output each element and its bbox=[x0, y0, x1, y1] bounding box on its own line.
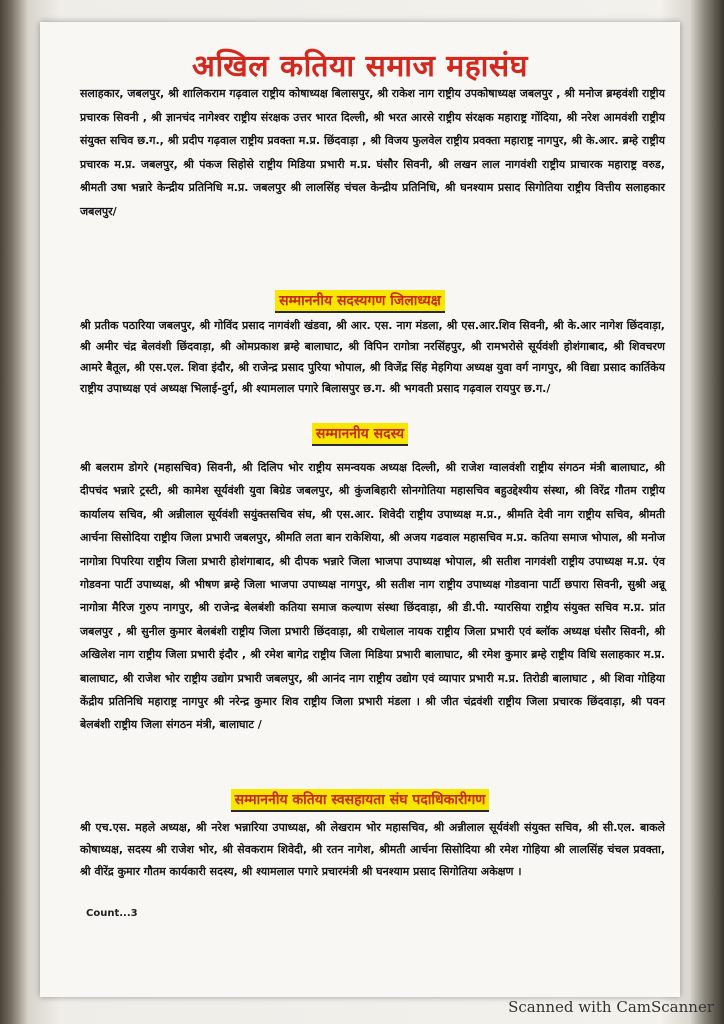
section-heading-members bbox=[40, 423, 680, 446]
scanner-watermark: Scanned with CamScanner bbox=[508, 998, 714, 1016]
document-sheet bbox=[40, 22, 680, 997]
members-paragraph: श्री बलराम डोगरे (महासचिव) सिवनी, श्री दिलिप भोर राष्ट्रीय समन्वयक अध्यक्ष दिल्ली, श्री राजेश ग्वालवंशी राष्ट्रीय संगठन मंत्री बालाघाट, श्री दीपचंद भन्नारे ट्रस्टी, श्री कामेश सूर्यवंशी युवा बिग्रेड जबलपुर, श्री कुंजबिहारी सोनगोतिया महासचिव बहुउद्देश्यीय संस्था, श्री विरेंद्र गौतम राष्ट्रीय कार्यालय सचिव, श्री अन्नीलाल सूर्यवंशी सयुंक्तसचिव संघ, श्री एस.आर. शिवेदी राष्ट्रीय उपाध्यक्ष म.प्र., श्रीमति देवी नाग राष्ट्रीय सचिव, श्रीमती आर्चना सिसोदिया राष्ट्रीय जिला प्रभारी जबलपुर, श्रीमति लता बान राकेशिया, श्री अजय गढवाल महासचिव म.प्र. कतिया समाज भोपाल, श्री मनोज नागोत्रा पिपरिया राष्ट्रीय जिला प्रभारी होशंगाबाद, श्री दीपक भन्नारे जिला भाजपा उपाध्यक्ष भोपाल, श्री सतीश नागवंशी राष्ट्रीय उपाध्यक्ष म.प्र. एंव गोडवना पार्टी उपाध्यक्ष, श्री भीषण ब्रम्हे जिला भाजपा उपाध्यक्ष नागपुर, श्री सतीश नाग राष्ट्रीय उपाध्यक्ष गोडवाना पार्टी छपारा सिवनी, सुश्री अन्नू नागोत्रा मैरिज गुरुप नागपुर, श्री राजेन्द्र बेलबंशी कतिया समाज कल्याण संस्था छिंदवाड़ा, श्री डी.पी. ग्यारसिया राष्ट्रीय संयुक्त सचिव म.प्र. प्रांत जबलपुर , श्री सुनील कुमार बेलबंशी राष्ट्रीय जिला प्रभारी छिंदवाड़ा, श्री राधेलाल नायक राष्ट्रीय जिला प्रभारी एवं ब्लॉक अध्यक्ष घंसौर सिवनी, श्री अखिलेश नाग राष्ट्रीय जिला प्रभारी इंदौर , श्री रमेश बागेद्र राष्ट्रीय जिला मिडिया प्रभारी बालाघाट, श्री रमेश कुमार ब्रम्हे राष्ट्रीय विधि सलाहकार म.प्र. बालाघाट, श्री राजेश भोर राष्ट्रीय उद्योग प्रभारी जबलपुर, श्री आनंद नाग राष्ट्रीय उद्योग एवं व्यापार प्रभारी म.प्र. तिरोडी बालाघाट , श्री शिवा गोहिया केंद्रीय प्रतिनिधि महाराष्ट्र नागपुर श्री नरेन्द्र कुमार शिव राष्ट्रीय जिला प्रभारी मंडला । श्री जीत चंद्रवंशी राष्ट्रीय जिला प्रचारक छिंदवाड़ा, श्री पवन बेलबंशी राष्ट्रीय जिला संगठन मंत्री, बालाघाट / bbox=[80, 461, 665, 732]
section-heading-self-help-officers bbox=[40, 789, 680, 812]
section-heading-label: सम्माननीय कतिया स्वसहायता संघ पदाधिकारीगण bbox=[231, 789, 490, 812]
section-heading-district-presidents bbox=[40, 290, 680, 313]
self-help-officers-paragraph: श्री एच.एस. महले अध्यक्ष, श्री नरेश भन्नारिया उपाध्यक्ष, श्री लेखराम भोर महासचिव, श्री अन्नीलाल सूर्यवंशी संयुक्त सचिव, श्री सी.एल. बाकले कोषाध्यक्ष, सदस्य श्री राजेश भोर, श्री सेवकराम शिवेदी, श्री रतन नागेश, श्रीमती आर्चना सिसोदिया श्री रमेश गोहिया श्री लालसिंह चंचल प्रवक्ता, श्री वीरेंद्र कुमार गौतम कार्यकारी सदस्य, श्री श्यामलाल पगारे प्रचारमंत्री श्री घनश्याम प्रसाद सिगोतिया अकेक्षण । bbox=[80, 821, 665, 878]
document-title: अखिल कतिया समाज महासंघ bbox=[192, 49, 528, 84]
page-count-note: Count...3 bbox=[86, 908, 138, 919]
intro-paragraph: सलाहकार, जबलपुर, श्री शालिकराम गढ़वाल राष्ट्रीय कोषाध्यक्ष बिलासपुर, श्री राकेश नाग राष्ट्रीय उपकोषाध्यक्ष जबलपुर , श्री मनोज ब्रम्हवंशी राष्ट्रीय प्रचारक सिवनी , श्री ज्ञानचंद नागेश्वर राष्ट्रीय संरक्षक उत्तर भारत दिल्ली, श्री भरत आरसे राष्ट्रीय संरक्षक महाराष्ट्र गोंदिया, श्री नरेश आमवंशी राष्ट्रीय संयुक्त सचिव छ.ग., श्री प्रदीप गढ़वाल राष्ट्रीय प्रवक्ता म.प्र. छिंदवाड़ा , श्री विजय फुलवेल राष्ट्रीय प्रवक्ता महाराष्ट्र नागपुर, श्री के.आर. ब्रम्हे राष्ट्रीय प्रचारक म.प्र. जबलपुर, श्री पंकज सिहोसे राष्ट्रीय मिडिया प्रभारी म.प्र. घंसौर सिवनी, श्री लखन लाल नागवंशी राष्ट्रीय प्राचारक महाराष्ट्र वरुड, श्रीमती उषा भन्नारे केन्द्रीय प्रतिनिधि म.प्र. जबलपुर श्री लालसिंह चंचल केन्द्रीय प्रतिनिधि, श्री घनश्याम प्रसाद सिगोतिया राष्ट्रीय वित्तीय सलाहकार जबलपुर/ bbox=[80, 87, 665, 218]
district-presidents-paragraph: श्री प्रतीक पठारिया जबलपुर, श्री गोविंद प्रसाद नागवंशी खंडवा, श्री आर. एस. नाग मंडला, श्री एस.आर.शिव सिवनी, श्री के.आर नागेश छिंदवाड़ा, श्री अमीर चंद्र बेलवंशी छिंदवाड़ा, श्री ओमप्रकाश ब्रम्हे बालाघाट, श्री विपिन रागोत्रा नरसिंहपुर, श्री रामभरोसे सूर्यवंशी होशंगाबाद, श्री शिवचरण आमरे बैतूल, श्री एस.एल. शिवा इंदौर, श्री राजेन्द्र प्रसाद पुरिया भोपाल, श्री विजेंद्र सिंह मेहगिया अध्यक्ष युवा वर्ग नागपुर, श्री विद्या प्रसाद कार्तिकेय राष्ट्रीय उपाध्यक्ष एवं अध्यक्ष भिलाई-दुर्ग, श्री श्यामलाल पगारे बिलासपुर छ.ग. श्री भगवती प्रसाद गढ़वाल रायपुर छ.ग./ bbox=[80, 319, 665, 395]
section-heading-label: सम्माननीय सदस्यगण जिलाध्यक्ष bbox=[275, 290, 445, 313]
section-heading-label: सम्माननीय सदस्य bbox=[312, 423, 408, 446]
